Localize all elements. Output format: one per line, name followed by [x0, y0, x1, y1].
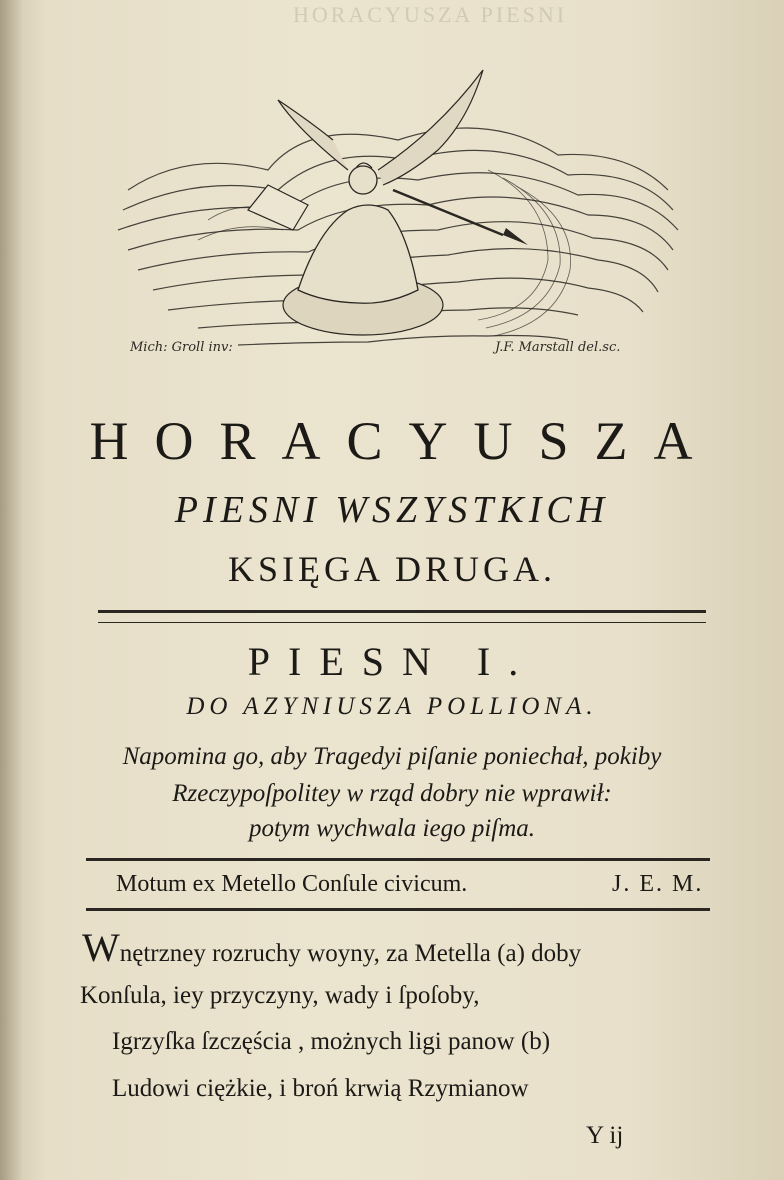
page-title: HORACYUSZA — [89, 411, 719, 471]
ornamental-rule-top-thin — [98, 622, 706, 623]
ornamental-rule-top — [98, 610, 706, 613]
song-addressee: DO AZYNIUSZA POLLIONA. — [186, 693, 598, 720]
engraving-engraver-credit: J.F. Marstall del.sc. — [495, 340, 621, 355]
verse-line — [82, 925, 582, 970]
song-number: PIESN I. — [247, 639, 537, 684]
argument-line: Rzeczypoſpolitey w rząd dobry nie wprawił: — [172, 780, 612, 807]
motto-initials: J. E. M. — [612, 871, 704, 897]
argument-line: Napomina go, aby Tragedyi piſanie poniechał, pokiby — [122, 743, 662, 770]
verse-text: nętrzney rozruchy woyny, za Metella (a) doby — [119, 940, 582, 967]
page-subtitle: PIESNI WSZYSTKICH — [174, 489, 610, 531]
verse-line: Konſula, iey przyczyny, wady i ſpoſoby, — [80, 982, 480, 1009]
show-through-text: HORACYUSZA PIESNI — [292, 2, 568, 27]
muse-engraving-icon — [108, 60, 688, 370]
book-heading: KSIĘGA DRUGA. — [227, 549, 556, 589]
engraving-inventor-credit: Mich: Groll inv: — [130, 340, 233, 355]
motto: Motum ex Metello Conſule civicum. — [116, 871, 468, 897]
motto-rule-top — [86, 858, 710, 861]
verse-line: Ludowi ciężkie, i broń krwią Rzymianow — [112, 1075, 529, 1102]
argument-line: potym wychwala iego piſma. — [248, 815, 536, 842]
motto-rule-bottom — [86, 908, 710, 911]
page-gutter-edge — [0, 0, 22, 1180]
signature-mark: Y ij — [586, 1122, 624, 1149]
verse-line: Igrzyſka ſzczęścia , możnych ligi panow (b) — [112, 1028, 551, 1055]
drop-cap: W — [82, 925, 120, 970]
